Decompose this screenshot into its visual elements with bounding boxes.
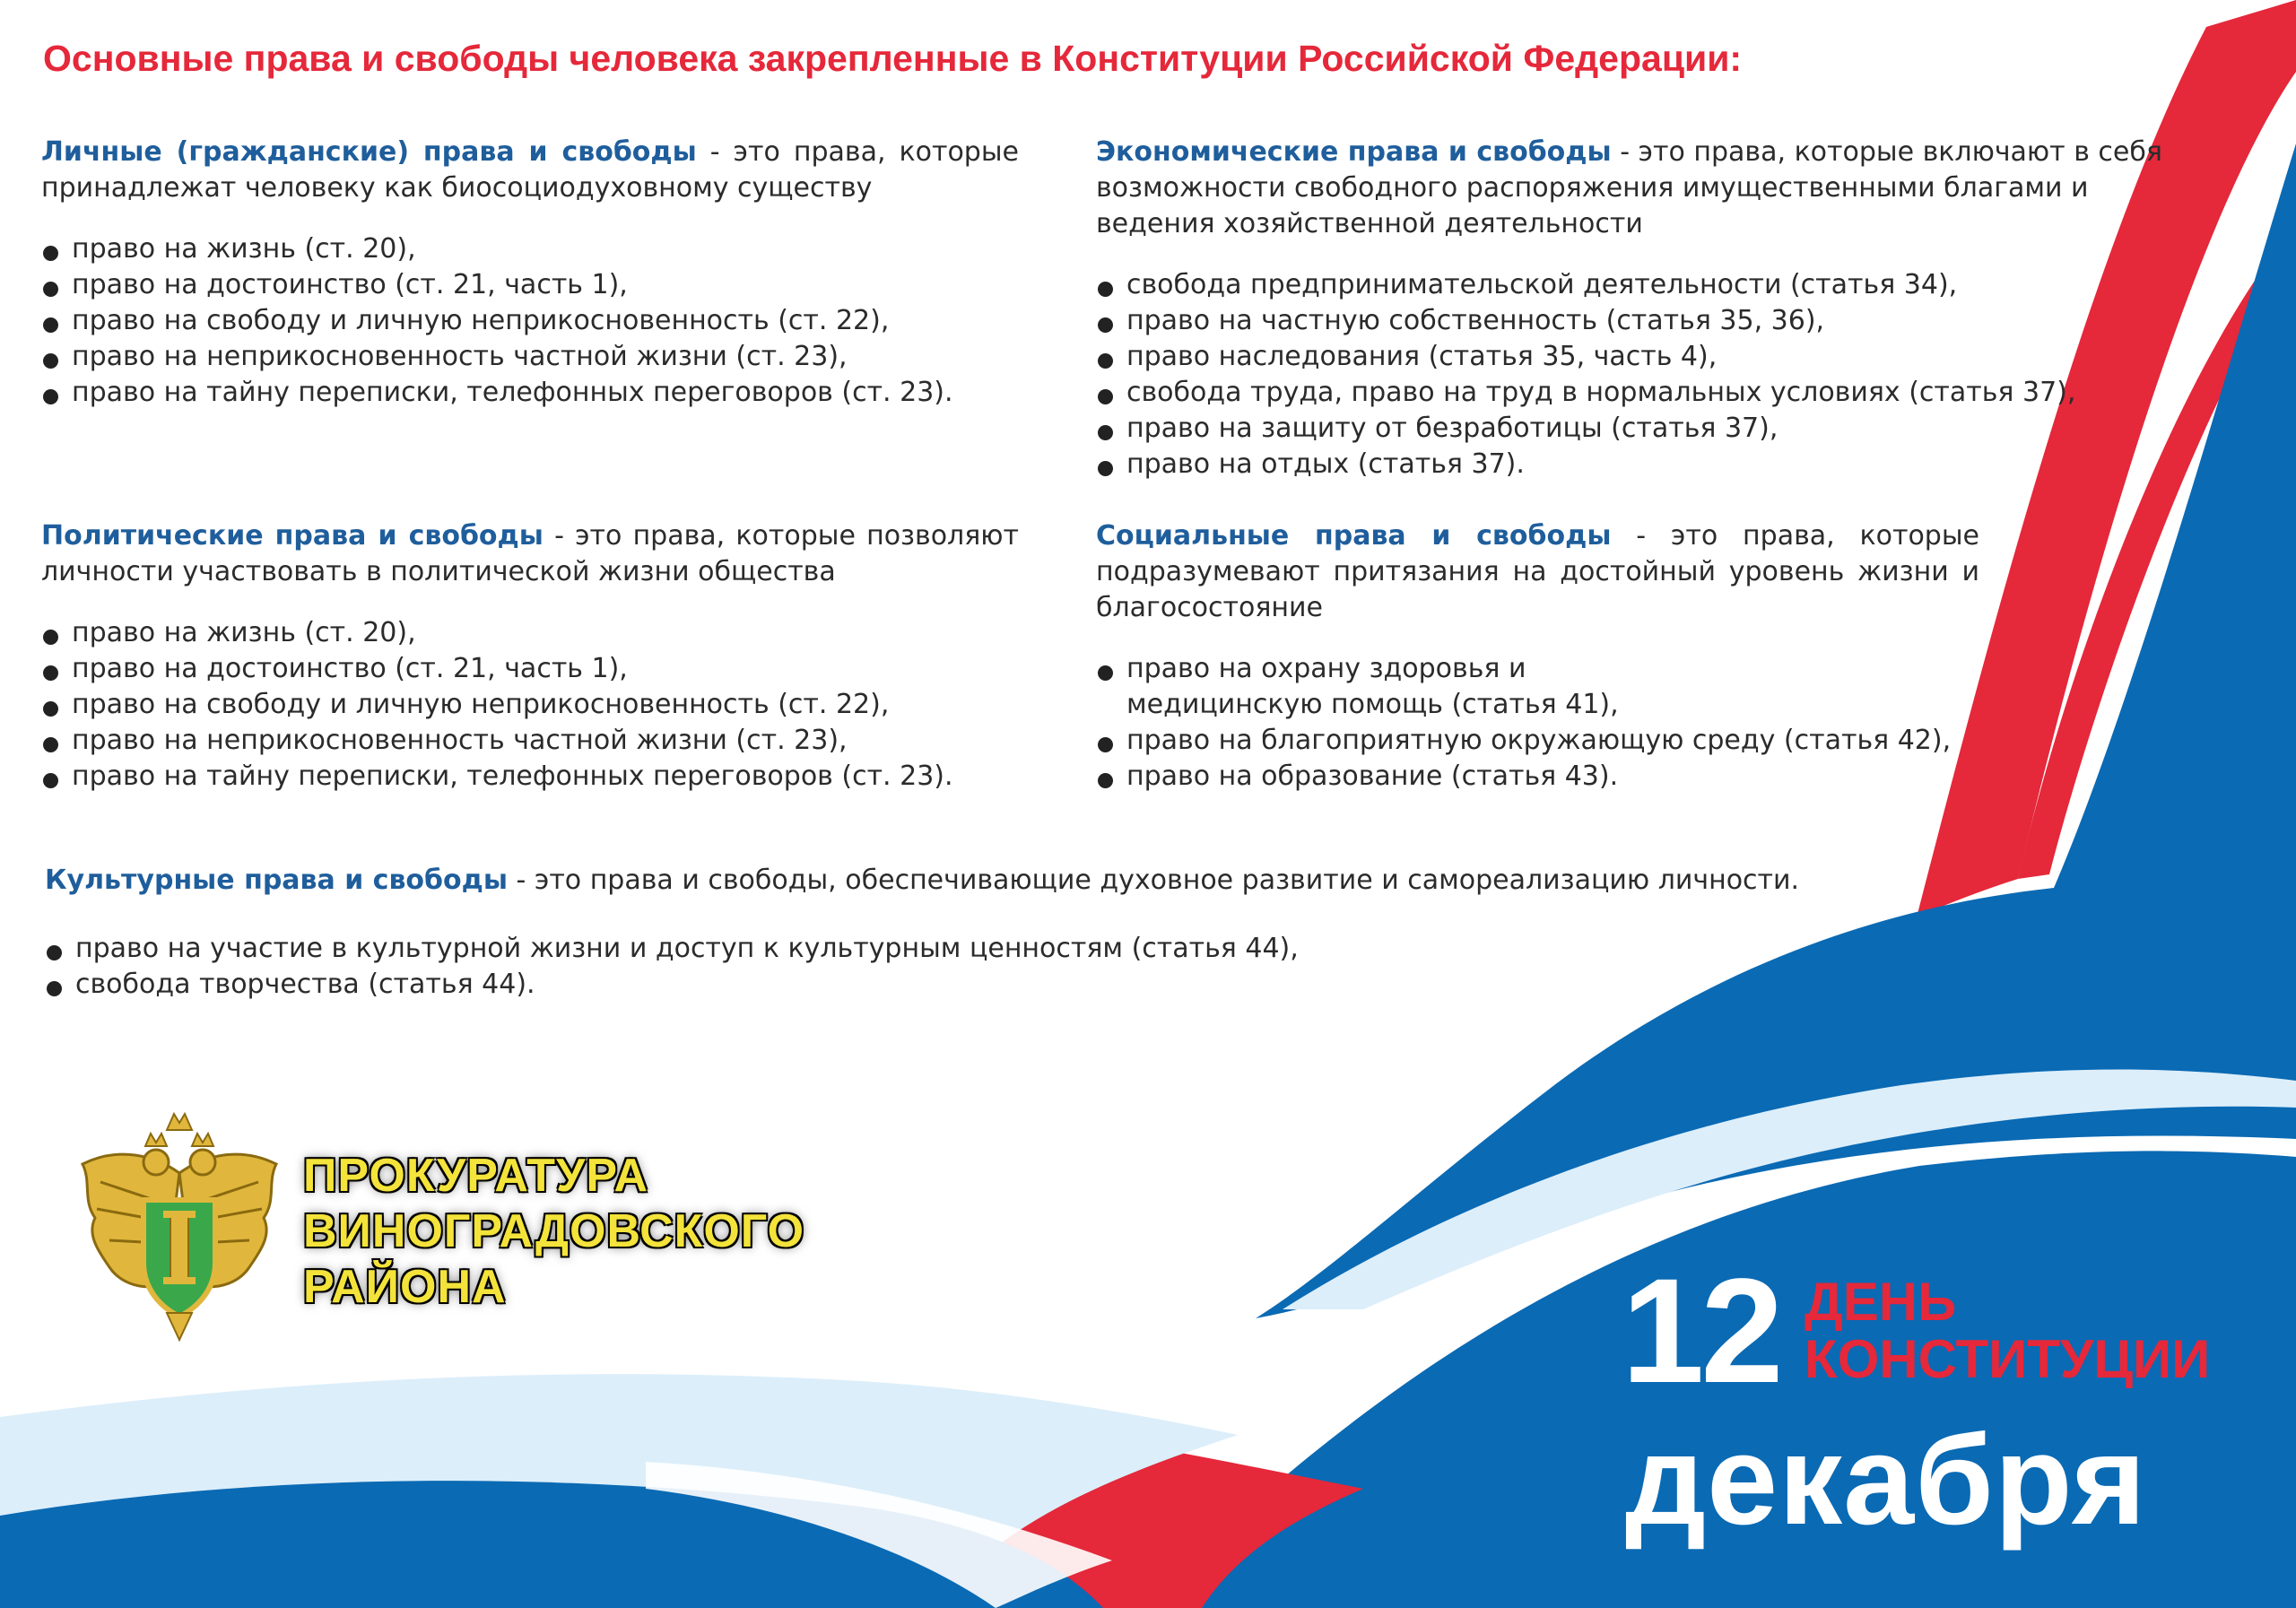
holiday-name-line: КОНСТИТУЦИИ bbox=[1805, 1329, 2211, 1389]
list-item-continuation: медицинскую помощь (статья 41), bbox=[1126, 689, 1619, 720]
section-heading: Культурные права и свободы bbox=[45, 865, 508, 896]
organization-line: ВИНОГРАДОВСКОГО bbox=[303, 1205, 805, 1257]
list-item: свобода творчества (статья 44). bbox=[45, 967, 1973, 1003]
prosecutor-eagle-emblem-icon bbox=[74, 1110, 285, 1343]
section-intro bbox=[1096, 135, 2172, 242]
section-heading: Личные (гражданские) права и свободы bbox=[41, 136, 697, 168]
section-political-rights bbox=[41, 518, 1019, 795]
rights-list bbox=[45, 931, 1973, 1003]
list-item: право на отдых (статья 37). bbox=[1096, 447, 2172, 482]
organization-line: ПРОКУРАТУРА bbox=[303, 1150, 649, 1202]
section-intro bbox=[41, 135, 1019, 206]
list-item: право на тайну переписки, телефонных переговоров (ст. 23). bbox=[41, 759, 1019, 795]
list-item-line: право на охрану здоровья и bbox=[1126, 653, 1526, 684]
holiday-month: декабря bbox=[1625, 1409, 2147, 1552]
list-item: право на достоинство (ст. 21, часть 1), bbox=[41, 267, 1019, 303]
list-item: свобода труда, право на труд в нормальных условиях (статья 37), bbox=[1096, 375, 2172, 411]
section-intro bbox=[45, 863, 1973, 899]
list-item: право на образование (статья 43). bbox=[1096, 759, 1979, 795]
section-cultural-rights bbox=[45, 863, 1973, 1003]
section-heading: Социальные права и свободы bbox=[1096, 520, 1612, 552]
holiday-name-line: ДЕНЬ bbox=[1805, 1272, 1957, 1332]
organization-name bbox=[303, 1148, 804, 1315]
section-intro bbox=[1096, 518, 1979, 626]
section-intro bbox=[41, 518, 1019, 590]
rights-list bbox=[41, 231, 1019, 411]
list-item: право на жизнь (ст. 20), bbox=[41, 231, 1019, 267]
rights-list bbox=[1096, 651, 1979, 795]
holiday-name bbox=[1805, 1273, 2210, 1388]
section-heading: Экономические права и свободы bbox=[1096, 136, 1612, 168]
list-item: право на частную собственность (статья 35, 36), bbox=[1096, 303, 2172, 339]
section-description: - это права, которые включают в себя возможности свободного распоряжения имущественными благами и ведения хозяйственной деятельности bbox=[1096, 136, 2162, 239]
section-description: - это права и свободы, обеспечивающие духовное развитие и самореализацию личности. bbox=[507, 865, 1800, 896]
list-item: право на защиту от безработицы (статья 37), bbox=[1096, 411, 2172, 447]
list-item: право на достоинство (ст. 21, часть 1), bbox=[41, 651, 1019, 687]
page-title: Основные права и свободы человека закрепленные в Конституции Российской Федерации: bbox=[43, 38, 1743, 79]
list-item: право на свободу и личную неприкосновенность (ст. 22), bbox=[41, 303, 1019, 339]
section-social-rights bbox=[1096, 518, 1979, 795]
section-description: - это права, которые принадлежат человеку как биосоциодуховному существу bbox=[41, 136, 1019, 204]
list-item: право на неприкосновенность частной жизни (ст. 23), bbox=[41, 723, 1019, 759]
list-item: право на благоприятную окружающую среду (статья 42), bbox=[1096, 723, 1979, 759]
list-item: право на участие в культурной жизни и доступ к культурным ценностям (статья 44), bbox=[45, 931, 1973, 967]
list-item: право наследования (статья 35, часть 4), bbox=[1096, 339, 2172, 375]
section-personal-rights bbox=[41, 135, 1019, 411]
section-description: - это права, которые позволяют личности участвовать в политической жизни общества bbox=[41, 520, 1019, 587]
list-item bbox=[1096, 651, 1979, 723]
list-item: право на свободу и личную неприкосновенность (ст. 22), bbox=[41, 687, 1019, 723]
list-item: право на жизнь (ст. 20), bbox=[41, 615, 1019, 651]
organization-line: РАЙОНА bbox=[303, 1261, 507, 1313]
rights-list bbox=[1096, 267, 2172, 482]
list-item: право на неприкосновенность частной жизни (ст. 23), bbox=[41, 339, 1019, 375]
rights-list bbox=[41, 615, 1019, 795]
section-heading: Политические права и свободы bbox=[41, 520, 544, 552]
section-description: - это права, которые подразумевают притязания на достойный уровень жизни и благосостояние bbox=[1096, 520, 1979, 623]
list-item: свобода предпринимательской деятельности (статья 34), bbox=[1096, 267, 2172, 303]
section-economic-rights bbox=[1096, 135, 2172, 482]
holiday-date-number: 12 bbox=[1622, 1248, 1780, 1414]
list-item: право на тайну переписки, телефонных переговоров (ст. 23). bbox=[41, 375, 1019, 411]
